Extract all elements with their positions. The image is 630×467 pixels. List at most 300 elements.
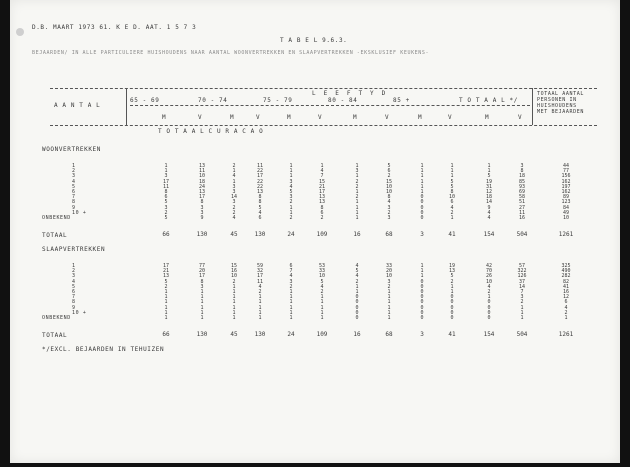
table-cell: 126 [517, 273, 527, 280]
table-cell: 1 [232, 304, 236, 311]
total-cell: 109 [316, 231, 328, 238]
table-cell: 14 [518, 283, 526, 290]
table-cell: 6 [564, 299, 568, 306]
table-cell: 3 [387, 278, 391, 285]
row-label: 9 [72, 304, 76, 311]
table-cell: 490 [561, 268, 571, 275]
row-label: 4 [72, 278, 76, 285]
table-cell: 156 [561, 173, 571, 180]
total-cell: 1261 [558, 331, 574, 338]
table-cell: 4 [232, 173, 236, 180]
table-cell: 1 [200, 299, 204, 306]
table-cell: 1 [258, 304, 262, 311]
table-cell: 2 [355, 178, 359, 185]
table-cell: 1 [164, 304, 168, 311]
table-cell: 0 [355, 315, 359, 321]
table-cell: 22 [256, 168, 264, 175]
table-cell: 4 [355, 273, 359, 280]
table-cell: 322 [517, 268, 527, 275]
table-cell: 13 [198, 189, 206, 195]
header-top-rule [50, 88, 597, 89]
table-cell: 0 [487, 315, 491, 321]
table-cell: 1 [420, 268, 424, 275]
table-cell: 1 [320, 304, 324, 311]
table-cell: 1 [289, 204, 293, 211]
sex-label: M [418, 114, 423, 121]
table-cell: 10 [318, 273, 326, 280]
table-cell: 2 [520, 299, 524, 306]
col-header-leeftijd: LEEFTYD [312, 90, 394, 97]
table-cell: 15 [230, 263, 238, 269]
table-cell: 19 [448, 263, 456, 269]
header-mid-rule [130, 105, 530, 106]
table-cell: 1 [487, 168, 491, 175]
table-cell: 10 [230, 273, 238, 280]
table-cell: 12 [562, 294, 570, 301]
table-number: T A B E L 9.6.3. [280, 37, 348, 44]
table-cell: 1 [520, 315, 524, 321]
table-cell: 10 [385, 189, 393, 195]
table-cell: 18 [518, 173, 526, 180]
table-cell: 5 [355, 268, 359, 275]
table-cell: 6 [164, 194, 168, 201]
table-cell: 10 [385, 183, 393, 190]
table-cell: 17 [256, 173, 264, 180]
table-cell: 4 [320, 168, 324, 175]
table-cell: 17 [318, 189, 326, 195]
sex-label: M [162, 114, 167, 121]
table-cell: 2 [320, 289, 324, 295]
table-cell: 27 [518, 204, 526, 211]
table-cell: 1 [355, 209, 359, 216]
table-cell: 53 [318, 263, 326, 269]
total-cell: 66 [162, 331, 170, 338]
table-cell: 9 [487, 204, 491, 211]
table-cell: 8 [200, 278, 204, 285]
table-cell: 3 [289, 178, 293, 185]
table-cell: 5 [450, 178, 454, 185]
table-cell: 4 [289, 273, 293, 280]
table-cell: 1 [355, 289, 359, 295]
table-cell: 8 [164, 189, 168, 195]
table-cell: 1 [387, 289, 391, 295]
table-cell: 0 [487, 309, 491, 316]
table-cell: 1 [232, 283, 236, 290]
row-label: 10 + [72, 309, 87, 316]
table-cell: 6 [320, 209, 324, 216]
age-group-label: 75 - 79 [263, 97, 293, 104]
age-group-label: T O T A A L */ [459, 97, 518, 104]
section-title: SLAAPVERTREKKEN [42, 246, 106, 253]
table-cell: 5 [487, 173, 491, 180]
table-cell: 1 [355, 163, 359, 169]
table-cell: 7 [289, 268, 293, 275]
table-cell: 84 [562, 204, 570, 211]
table-cell: 0 [450, 299, 454, 306]
table-cell: 3 [164, 173, 168, 180]
table-cell: 9 [200, 215, 204, 221]
table-cell: 22 [256, 183, 264, 190]
document-page [10, 0, 620, 463]
table-cell: 0 [420, 194, 424, 201]
row-label: 5 [72, 283, 76, 290]
table-cell: 0 [355, 309, 359, 316]
table-cell: 1 [164, 163, 168, 169]
table-cell: 10 [485, 278, 493, 285]
table-cell: 1 [355, 215, 359, 221]
row-label: 7 [72, 294, 76, 301]
table-cell: 8 [450, 189, 454, 195]
table-cell: 1 [164, 168, 168, 175]
row-label: 3 [72, 273, 76, 280]
table-cell: 15 [318, 178, 326, 185]
sex-label: M [485, 114, 490, 121]
table-cell: 1 [420, 183, 424, 190]
table-cell: 1 [289, 294, 293, 301]
table-cell: 0 [420, 304, 424, 311]
row-label: 1 [72, 263, 76, 269]
table-cell: 162 [561, 189, 571, 195]
table-cell: 2 [289, 215, 293, 221]
table-cell: 1 [420, 273, 424, 280]
table-cell: 2 [387, 209, 391, 216]
table-cell: 1 [355, 204, 359, 211]
table-cell: 21 [318, 183, 326, 190]
table-cell: 4 [387, 199, 391, 206]
footnote: */EXCL. BEJAARDEN IN TEHUIZEN [42, 346, 165, 353]
total-cell: 3 [420, 331, 424, 338]
table-cell: 5 [450, 273, 454, 280]
table-cell: 32 [256, 268, 264, 275]
table-cell: 1 [320, 294, 324, 301]
table-cell: 1 [289, 168, 293, 175]
table-cell: 0 [420, 209, 424, 216]
age-group-label: 85 + [393, 97, 410, 104]
row-label: 6 [72, 189, 76, 195]
total-cell: 66 [162, 231, 170, 238]
table-cell: 8 [200, 199, 204, 206]
table-cell: 17 [162, 178, 170, 185]
table-cell: 4 [289, 183, 293, 190]
table-cell: 1 [564, 315, 568, 321]
table-cell: 1 [289, 163, 293, 169]
table-cell: 5 [258, 204, 262, 211]
table-cell: 19 [485, 178, 493, 185]
table-cell: 5 [289, 189, 293, 195]
table-cell: 1 [164, 299, 168, 306]
table-cell: 6 [258, 215, 262, 221]
sex-label: V [256, 114, 261, 121]
table-cell: 1 [420, 178, 424, 185]
table-cell: 1 [164, 309, 168, 316]
table-cell: 1 [289, 304, 293, 311]
table-cell: 1 [289, 309, 293, 316]
total-curacao-label: T O T A A L C U R A C A O [158, 128, 264, 135]
table-cell: 1 [520, 304, 524, 311]
table-cell: 85 [518, 178, 526, 185]
table-cell: 325 [561, 263, 571, 269]
table-cell: 282 [561, 273, 571, 280]
total-cell: 130 [254, 331, 266, 338]
table-cell: 6 [450, 199, 454, 206]
table-cell: 0 [450, 304, 454, 311]
table-cell: 13 [162, 273, 170, 280]
table-cell: 5 [164, 278, 168, 285]
table-cell: 3 [289, 278, 293, 285]
table-cell: 44 [562, 163, 570, 169]
col-header-aantal: A A N T A L [54, 102, 101, 109]
table-cell: 13 [448, 268, 456, 275]
table-cell: 12 [485, 189, 493, 195]
table-cell: 26 [485, 273, 493, 280]
table-cell: 1 [289, 299, 293, 306]
table-cell: 2 [164, 209, 168, 216]
table-cell: 2 [355, 183, 359, 190]
table-cell: 1 [289, 315, 293, 321]
table-cell: 8 [520, 168, 524, 175]
table-cell: 162 [561, 178, 571, 185]
table-cell: 4 [487, 283, 491, 290]
sex-label: V [448, 114, 453, 121]
table-cell: 0 [420, 289, 424, 295]
table-cell: 59 [256, 263, 264, 269]
table-cell: 2 [564, 309, 568, 316]
table-cell: 77 [562, 168, 570, 175]
table-cell: 1 [387, 299, 391, 306]
table-cell: 0 [487, 304, 491, 311]
table-cell: 1 [232, 178, 236, 185]
table-cell: 0 [355, 299, 359, 306]
table-cell: 17 [256, 273, 264, 280]
table-cell: 1 [387, 304, 391, 311]
table-cell: 18 [198, 178, 206, 185]
table-cell: 3 [387, 204, 391, 211]
table-cell: 1 [355, 189, 359, 195]
table-cell: 1 [164, 294, 168, 301]
table-cell: 22 [256, 178, 264, 185]
table-cell: 3 [232, 183, 236, 190]
table-cell: 0 [355, 304, 359, 311]
table-cell: 0 [420, 283, 424, 290]
total-cell: 68 [385, 331, 393, 338]
table-cell: 0 [355, 294, 359, 301]
table-cell: 16 [230, 268, 238, 275]
total-cell: 68 [385, 231, 393, 238]
total-cell: 24 [287, 331, 295, 338]
table-cell: 1 [232, 309, 236, 316]
table-cell: 1 [450, 173, 454, 180]
table-cell: 1 [520, 309, 524, 316]
table-cell: 11 [256, 163, 264, 169]
table-cell: 70 [485, 268, 493, 275]
table-cell: 1 [200, 304, 204, 311]
table-cell: 51 [518, 199, 526, 206]
table-cell: 1 [450, 289, 454, 295]
table-cell: 1 [232, 168, 236, 175]
row-label: ONBEKEND [42, 315, 71, 321]
total-cell: 1261 [558, 231, 574, 238]
table-cell: 2 [355, 194, 359, 201]
row-label: 6 [72, 289, 76, 295]
table-cell: 14 [485, 199, 493, 206]
table-cell: 1 [258, 315, 262, 321]
table-cell: 1 [387, 309, 391, 316]
table-cell: 2 [232, 204, 236, 211]
total-row-label: TOTAAL [42, 232, 68, 239]
header-divider [532, 88, 533, 125]
total-cell: 154 [483, 231, 495, 238]
row-label: ONBEKEND [42, 215, 71, 221]
total-cell: 24 [287, 231, 295, 238]
table-cell: 1 [450, 215, 454, 221]
table-cell: 4 [487, 215, 491, 221]
table-cell: 93 [518, 183, 526, 190]
table-cell: 2 [487, 289, 491, 295]
table-cell: 4 [487, 209, 491, 216]
table-cell: 1 [420, 173, 424, 180]
table-cell: 2 [232, 278, 236, 285]
table-cell: 3 [232, 199, 236, 206]
total-cell: 130 [254, 231, 266, 238]
table-cell: 3 [200, 283, 204, 290]
table-cell: 89 [562, 194, 570, 201]
table-cell: 0 [420, 309, 424, 316]
sex-label: V [385, 114, 390, 121]
table-cell: 2 [387, 173, 391, 180]
table-cell: 6 [289, 263, 293, 269]
row-label: 4 [72, 178, 76, 185]
table-cell: 0 [420, 294, 424, 301]
row-label: 2 [72, 168, 76, 175]
table-cell: 123 [561, 199, 571, 206]
table-cell: 1 [420, 168, 424, 175]
table-cell: 8 [387, 194, 391, 201]
header-divider [126, 88, 127, 125]
table-cell: 13 [318, 194, 326, 201]
table-cell: 10 [562, 215, 570, 221]
row-label: 2 [72, 268, 76, 275]
sex-label: M [230, 114, 235, 121]
table-cell: 42 [485, 263, 493, 269]
total-cell: 45 [230, 331, 238, 338]
table-description: BEJAARDEN/ IN ALLE PARTICULIERE HUISHOUDENS NAAR AANTAL WOONVERTREKKEN EN SLAAPVERTREKKEN -EKSKLUSIEF KEUKENS- [32, 50, 430, 56]
table-cell: 5 [320, 278, 324, 285]
table-cell: 13 [318, 199, 326, 206]
table-cell: 10 [198, 173, 206, 180]
table-cell: 1 [289, 209, 293, 216]
table-cell: 17 [162, 263, 170, 269]
table-cell: 1 [258, 299, 262, 306]
table-cell: 3 [200, 209, 204, 216]
total-cell: 41 [448, 331, 456, 338]
table-cell: 11 [518, 209, 526, 216]
table-cell: 1 [232, 294, 236, 301]
table-cell: 2 [320, 215, 324, 221]
row-label: 7 [72, 194, 76, 201]
table-cell: 16 [562, 289, 570, 295]
table-cell: 7 [320, 173, 324, 180]
table-cell: 37 [518, 278, 526, 285]
table-cell: 1 [258, 309, 262, 316]
table-cell: 1 [200, 315, 204, 321]
table-cell: 7 [520, 289, 524, 295]
row-label: 10 + [72, 209, 87, 216]
table-cell: 1 [320, 163, 324, 169]
table-cell: 58 [518, 194, 526, 201]
table-cell: 17 [198, 194, 206, 201]
table-cell: 6 [387, 168, 391, 175]
table-cell: 24 [198, 183, 206, 190]
table-cell: 2 [232, 163, 236, 169]
table-cell: 10 [448, 194, 456, 201]
total-cell: 130 [196, 331, 208, 338]
table-cell: 0 [450, 309, 454, 316]
table-cell: 69 [518, 189, 526, 195]
total-cell: 3 [420, 231, 424, 238]
total-cell: 504 [516, 231, 528, 238]
sex-label: M [353, 114, 358, 121]
table-cell: 15 [385, 178, 393, 185]
table-cell: 13 [256, 189, 264, 195]
table-cell: 77 [198, 263, 206, 269]
table-cell: 4 [450, 204, 454, 211]
table-cell: 3 [200, 204, 204, 211]
table-cell: 1 [289, 173, 293, 180]
table-cell: 3 [232, 189, 236, 195]
table-cell: 3 [355, 168, 359, 175]
table-cell: 3 [289, 194, 293, 201]
table-cell: 1 [320, 299, 324, 306]
table-cell: 4 [355, 263, 359, 269]
table-cell: 20 [198, 268, 206, 275]
table-cell: 57 [518, 263, 526, 269]
table-cell: 1 [355, 173, 359, 180]
table-cell: 3 [520, 163, 524, 169]
table-cell: 2 [450, 209, 454, 216]
table-cell: 2 [164, 283, 168, 290]
header-bottom-rule [50, 125, 597, 126]
total-cell: 16 [353, 331, 361, 338]
header-reference: D.B. MAART 1973 61. K E D. AAT. 1 5 7 3 [32, 24, 197, 31]
table-cell: 1 [420, 263, 424, 269]
table-cell: 1 [420, 163, 424, 169]
total-cell: 154 [483, 331, 495, 338]
table-cell: 1 [420, 189, 424, 195]
table-cell: 1 [450, 168, 454, 175]
table-cell: 0 [420, 215, 424, 221]
table-cell: 14 [230, 194, 238, 201]
table-cell: 20 [385, 268, 393, 275]
table-cell: 2 [258, 289, 262, 295]
total-row-label: TOTAAL [42, 332, 68, 339]
table-cell: 33 [385, 263, 393, 269]
sex-label: V [318, 114, 323, 121]
row-label: 1 [72, 163, 76, 169]
table-cell: 0 [450, 315, 454, 321]
table-cell: 4 [258, 209, 262, 216]
table-cell: 1 [355, 283, 359, 290]
table-cell: 2 [289, 283, 293, 290]
table-cell: 82 [562, 278, 570, 285]
table-cell: 10 [385, 273, 393, 280]
table-cell: 1 [387, 294, 391, 301]
table-cell: 1 [320, 315, 324, 321]
table-cell: 0 [420, 199, 424, 206]
table-cell: 0 [450, 294, 454, 301]
table-cell: 1 [164, 289, 168, 295]
table-cell: 17 [198, 273, 206, 280]
row-label: 8 [72, 199, 76, 206]
